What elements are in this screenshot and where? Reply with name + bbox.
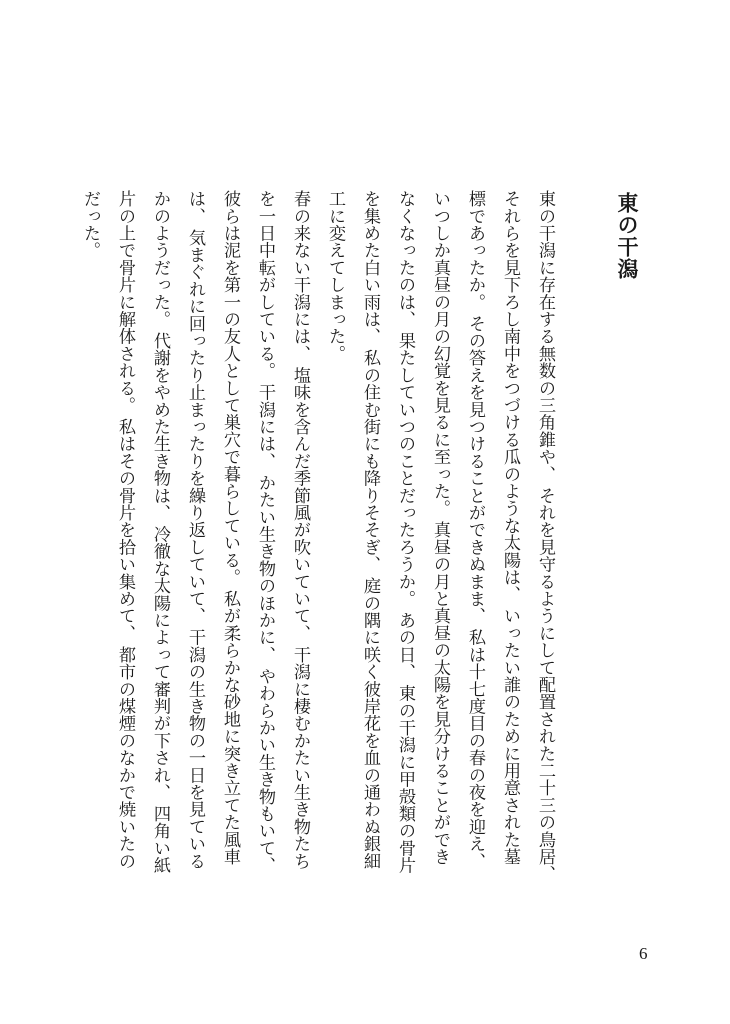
text-line: を一日中転がしている。 干潟には、 かたい生き物のほかに、 やわらかい生き物もいて、 xyxy=(256,190,275,874)
text-line: かのようだった。 代謝をやめた生き物は、 冷徹な太陽によって審判が下され、 四角い紙 xyxy=(151,190,170,874)
text-line: を集めた白い雨は、 私の住む街にも降りそそぎ、 庭の隅に咲く彼岸花を血の通わぬ銀細 xyxy=(361,190,380,870)
text-line: 春の来ない干潟には、 塩味を含んだ季節風が吹いていて、 干潟に棲むかたい生き物たち xyxy=(291,190,310,870)
text-line: なくなったのは、 果たしていつのことだったろうか。 あの日、 東の干潟に甲殻類の骨片 xyxy=(396,190,415,874)
chapter-title: 東の干潟 xyxy=(615,192,639,280)
text-line: それらを見下ろし南中をつづける瓜のような太陽は、 いったい誰のために用意された墓 xyxy=(501,190,520,866)
text-line: いつしか真昼の月の幻覚を見るに至った。 真昼の月と真昼の太陽を見分けることができ xyxy=(431,190,450,866)
text-line: 彼らは泥を第一の友人として巣穴で暮らしている。 私が柔らかな砂地に突き立てた風車 xyxy=(221,190,240,866)
text-line: 標であったか。 その答えを見つけることができぬまま、 私は十七度目の春の夜を迎え、 xyxy=(466,190,485,870)
text-line: 工に変えてしまった。 xyxy=(326,190,345,362)
text-line: 片の上で骨片に解体される。 私はその骨片を拾い集めて、 都市の煤煙のなかで焼いたの xyxy=(116,190,135,870)
page-number: 6 xyxy=(639,944,648,963)
text-line: 東の干潟に存在する無数の三角錐や、 それを見守るようにして配置された二十三の鳥居、 xyxy=(536,190,555,883)
text-line: は、 気まぐれに回ったり止まったりを繰り返していて、 干潟の生き物の一日を見ている xyxy=(186,190,205,870)
text-line: だった。 xyxy=(81,190,100,259)
